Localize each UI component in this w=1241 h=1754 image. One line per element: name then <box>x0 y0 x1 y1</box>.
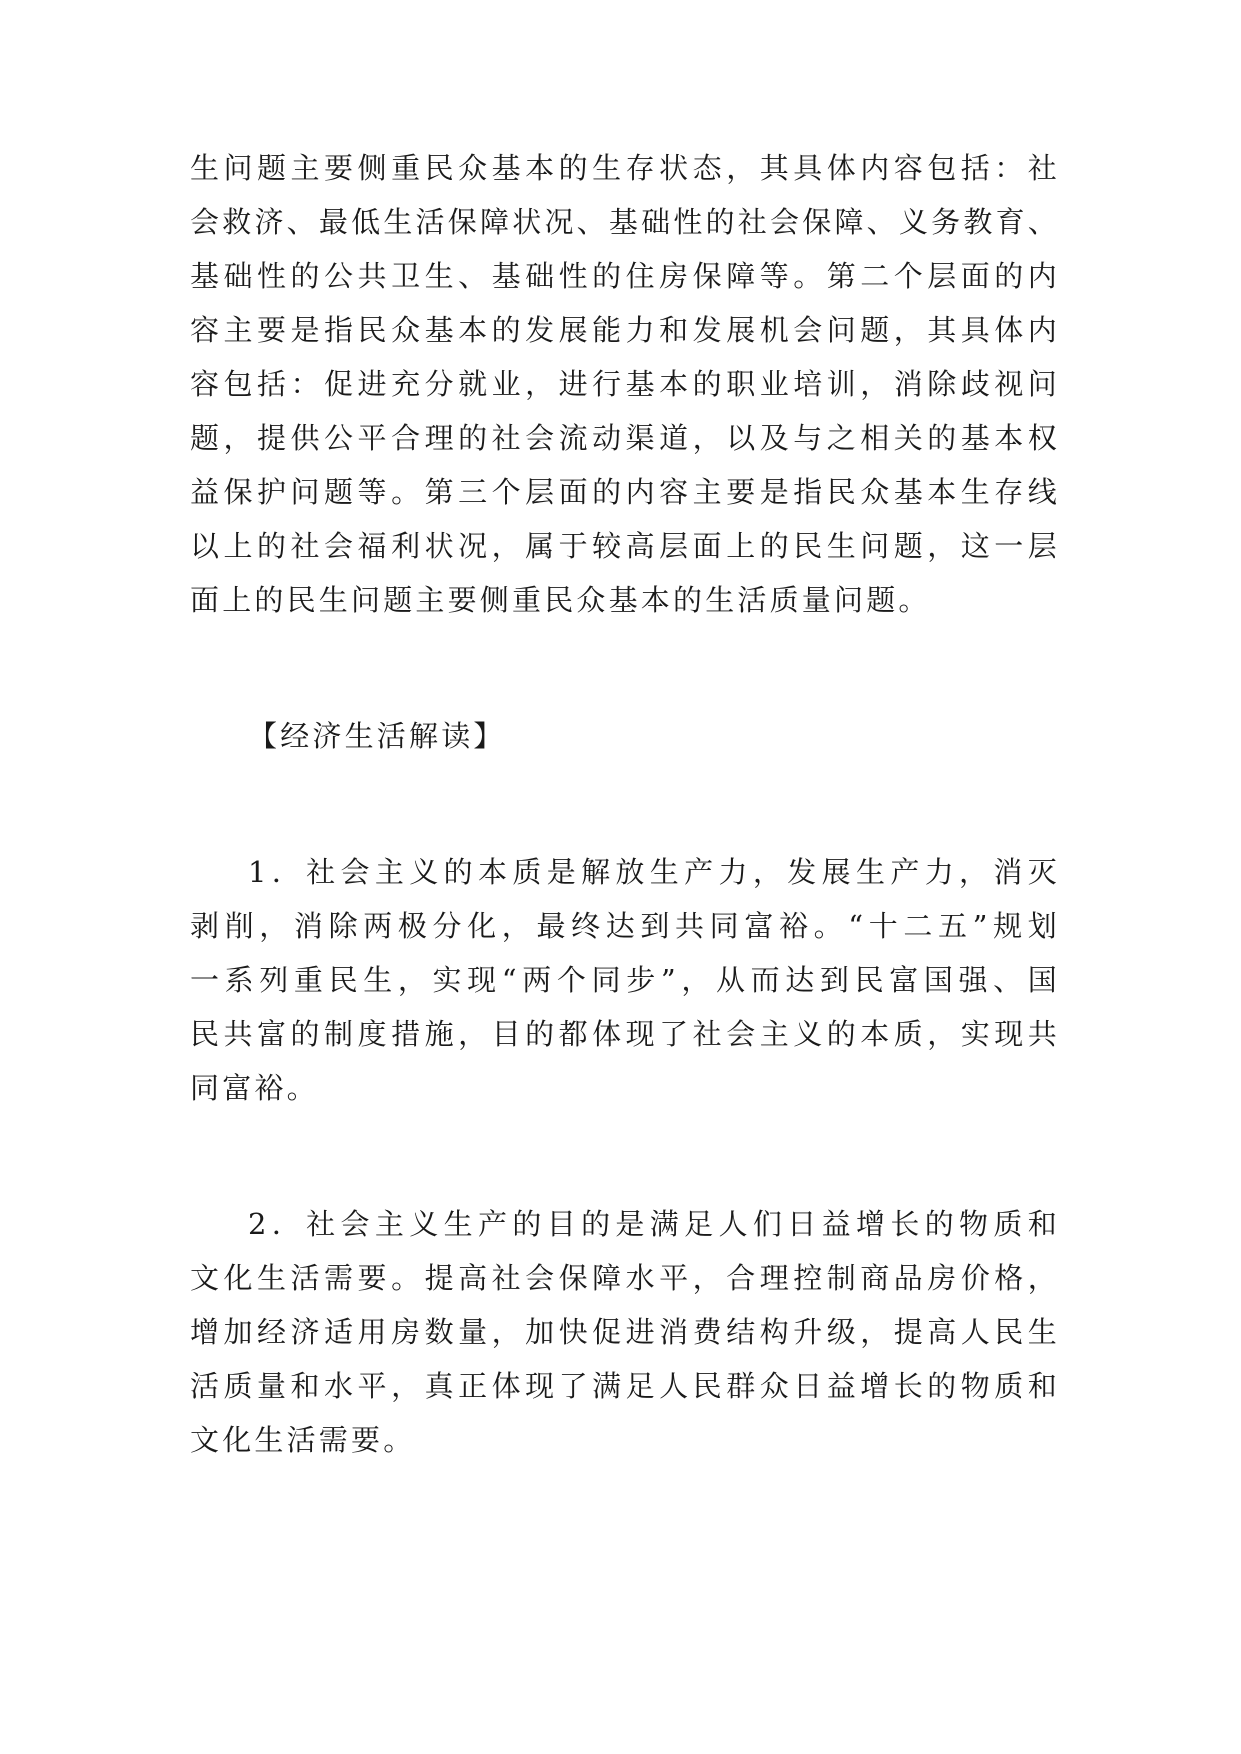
text-line: 题，提供公平合理的社会流动渠道，以及与之相关的基本权 <box>190 421 1060 455</box>
text-line: 容包括：促进充分就业，进行基本的职业培训，消除歧视问 <box>190 367 1060 401</box>
text-line: 增加经济适用房数量，加快促进消费结构升级，提高人民生 <box>190 1315 1060 1349</box>
text-line: 文化生活需要。提高社会保障水平，合理控制商品房价格， <box>190 1261 1060 1295</box>
text-line: 活质量和水平，真正体现了满足人民群众日益增长的物质和 <box>190 1369 1060 1403</box>
text-line: 民共富的制度措施，目的都体现了社会主义的本质，实现共 <box>190 1017 1060 1051</box>
text-line: 以上的社会福利状况，属于较高层面上的民生问题，这一层 <box>190 529 1060 563</box>
text-line: 基础性的公共卫生、基础性的住房保障等。第二个层面的内 <box>190 259 1060 293</box>
text-line: 同富裕。 <box>190 1071 319 1105</box>
section-heading: 【经济生活解读】 <box>248 719 506 753</box>
text-line: 生问题主要侧重民众基本的生存状态，其具体内容包括：社 <box>190 151 1060 185</box>
text-line: 会救济、最低生活保障状况、基础性的社会保障、义务教育、 <box>190 205 1060 239</box>
text-line: 1．社会主义的本质是解放生产力，发展生产力，消灭 <box>248 855 1060 889</box>
text-line: 益保护问题等。第三个层面的内容主要是指民众基本生存线 <box>190 475 1060 509</box>
text-line: 容主要是指民众基本的发展能力和发展机会问题，其具体内 <box>190 313 1060 347</box>
text-line: 2．社会主义生产的目的是满足人们日益增长的物质和 <box>248 1207 1060 1241</box>
text-line: 剥削，消除两极分化，最终达到共同富裕。“十二五”规划 <box>190 909 1060 943</box>
text-line: 文化生活需要。 <box>190 1423 416 1457</box>
text-line: 面上的民生问题主要侧重民众基本的生活质量问题。 <box>190 583 931 617</box>
text-line: 一系列重民生，实现“两个同步”，从而达到民富国强、国 <box>190 963 1060 997</box>
